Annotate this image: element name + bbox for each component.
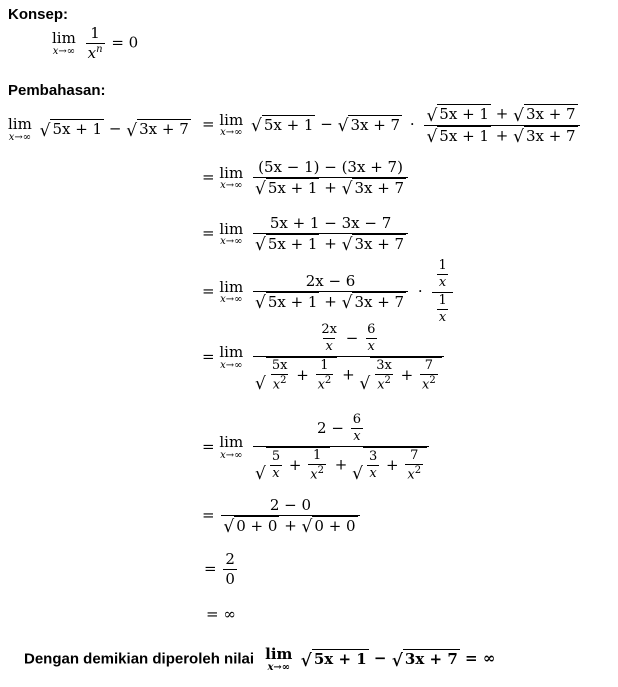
step8: = $\frac{2}{0}$ (204, 550, 235, 588)
step2: = lim x→∞ (5x − 1) − (3x + 7) √ 5x + 1 + √ 3x + 7 (202, 158, 410, 198)
concept-formula: lim x→∞ $\frac{1}{x^n}$ = 0 (52, 24, 139, 62)
step3: = lim x→∞ 5x + 1 − 3x − 7 √ 5x + 1 + √ 3x + 7 (202, 214, 410, 254)
step6: = lim x→∞ 2 − $\frac{6}{x}$ √ $\frac{5}{x}$ + $\frac{1}{x^2}$ + √ $\frac{3}{x}$ + $\frac{7}{x^2}$ (202, 412, 431, 483)
step1-lhs: lim x→∞ √ 5x + 1 − √ 3x + 7 (8, 115, 189, 143)
discussion-heading: Pembahasan: (8, 82, 106, 99)
step5: = lim x→∞ $\frac{2x}{x}$ − $\frac{6}{x}$ √ $\frac{5x}{x^2}$ + $\frac{1}{x^2}$ + √ $\frac{3x}{x^2}$ + $\frac{7}{x^2}$ (202, 322, 446, 393)
step1-rhs: = lim x→∞ √ 5x + 1 − √ 3x + 7 · √ 5x + 1 + √ 3x + 7 √ 5x + 1 + √ 3x + 7 (202, 104, 582, 146)
concept-heading: Konsep: (8, 6, 68, 23)
step9: = ∞ (206, 605, 236, 623)
conclusion: Dengan demikian diperoleh nilai lim x→∞ √ 5x + 1 − √ 3x + 7 = ∞ (24, 645, 496, 673)
step7: = 2 − 0 √ 0 + 0 + √ 0 + 0 (202, 496, 362, 536)
step4: = lim x→∞ 2x − 6 √ 5x + 1 + √ 3x + 7 · $\frac{\frac{1}{x}}{\frac{1}{x}}$ (202, 258, 455, 326)
